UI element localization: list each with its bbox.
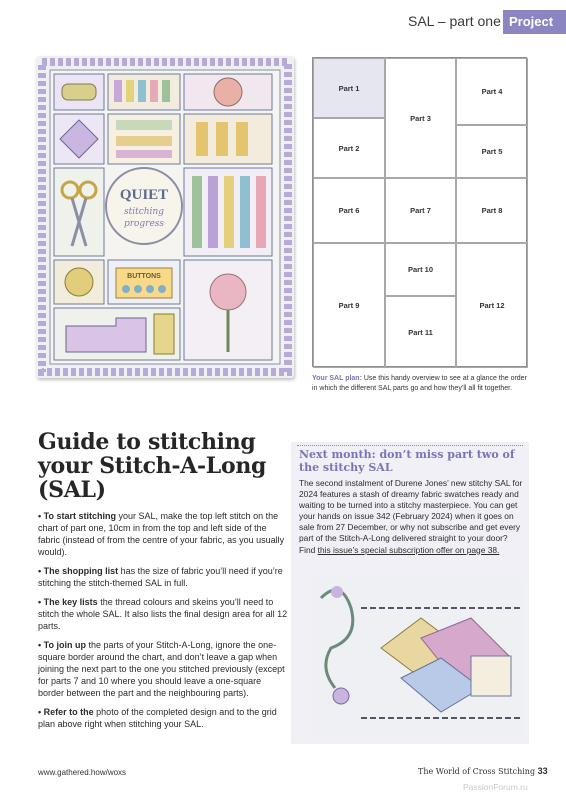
plan-part-1: Part 1 [313, 58, 385, 118]
guide-item-text: photo of the completed design and to the grid plan above right when stitching your SAL. [38, 707, 277, 729]
guide-item [38, 510, 288, 558]
ruler-motif [154, 314, 174, 354]
stitching-text: stitching [123, 207, 165, 217]
guide-item-text: your SAL, make the top left stitch on the chart of part one, 10cm in from the top and left side of the fabric (instead of from the centre of your fabric, as you usually would). [38, 511, 285, 557]
spool-shelf [116, 120, 172, 130]
guide-item-keyword: • To start stitching [38, 511, 116, 521]
thread-spool [150, 80, 158, 102]
rose-motif [210, 274, 246, 310]
thread-spool [138, 80, 146, 102]
plan-part-10: Part 10 [385, 243, 456, 296]
panel-divider [297, 445, 523, 446]
plan-part-2: Part 2 [313, 118, 385, 178]
button-dot [158, 285, 166, 293]
button-dot [122, 285, 130, 293]
cat-motif [65, 268, 93, 296]
section-title: SAL – part one [408, 13, 501, 29]
guide-item-keyword: • To join up [38, 640, 86, 650]
flower-motif [333, 688, 349, 704]
motif-frame [54, 168, 104, 256]
guide-item-text: the thread colours and skeins you’ll need to stitch the whole SAL. It also lists the final design area for all 12 parts. [38, 597, 288, 631]
plan-part-3: Part 3 [385, 58, 456, 178]
plan-caption [312, 374, 527, 393]
guide-item-text: the parts of your Stitch-A-Long, ignore the one-square border around the chart, and don’t leave a gap when joining the next part to the one you stitched previously (except for parts 7 and 10 where you should leave a one-square border between the part and the neighbouring parts). [38, 640, 285, 698]
thread-spool [126, 80, 134, 102]
thread-spool [114, 80, 122, 102]
guide-item [38, 639, 288, 699]
watermark: PassionForum.ru [463, 782, 528, 792]
pincushion-motif [214, 78, 242, 106]
plan-part-8: Part 8 [456, 178, 528, 243]
section-tag: Project [503, 10, 566, 34]
sampler-illustration [36, 56, 294, 378]
footer-magazine [418, 766, 548, 776]
progress-text: progress [123, 219, 165, 229]
next-month-title: Next month: don’t miss part two of the stitchy SAL [299, 448, 515, 474]
plan-part-12: Part 12 [456, 243, 528, 368]
quiet-text: QUIET [119, 187, 169, 203]
thread-spool [162, 80, 170, 102]
bobbin [196, 122, 208, 156]
thread-skein [208, 176, 218, 248]
spool-shelf [116, 136, 172, 146]
page-number: 33 [537, 766, 548, 776]
part-two-illustration [311, 578, 523, 738]
next-month-body [299, 478, 523, 556]
guide-item-text: has the size of fabric you’ll need if you’re stitching the stitch-themed SAL in full. [38, 566, 283, 588]
guide-item-keyword: • Refer to the [38, 707, 94, 717]
next-month-text: The second instalment of Durene Jones’ new stitchy SAL for 2024 features a stash of dreamy fabric swatches ready and waiting to be turned into a stitchy masterpiece. You can get your hands on issue 342 (February 2024) when it goes on sale from 27 December, or why not subscribe and get every part of the Stitch-A-Long delivered straight to your door? Find [299, 478, 523, 555]
plan-caption-text: Use this handy overview to see at a glance the order in which the different SAL parts go and how they’ll all fit together. [312, 375, 527, 392]
thread-skein [224, 176, 234, 248]
guide-item-keyword: • The shopping list [38, 566, 119, 576]
footer-url[interactable]: www.gathered.how/woxs [38, 768, 127, 777]
fabric-swatch-motif [471, 656, 511, 696]
plan-part-4: Part 4 [456, 58, 528, 125]
plan-part-11: Part 11 [385, 296, 456, 368]
guide-list [38, 510, 288, 737]
plan-caption-lead: Your SAL plan: [312, 375, 362, 382]
plan-part-6: Part 6 [313, 178, 385, 243]
button-dot [146, 285, 154, 293]
plan-part-5: Part 5 [456, 125, 528, 178]
subscription-offer-link[interactable]: this issue’s special subscription offer on page 38. [317, 544, 500, 555]
guide-item [38, 596, 288, 632]
guide-item-keyword: • The key lists [38, 597, 98, 607]
button-dot [134, 285, 142, 293]
thimble-motif [62, 84, 96, 100]
next-month-panel [291, 442, 529, 744]
bobbin [216, 122, 228, 156]
guide-title: Guide to stitching your Stitch-A-Long (SAL) [38, 429, 267, 503]
sal-grid-plan [312, 57, 527, 367]
sampler-photo [36, 56, 294, 378]
bobbin [236, 122, 248, 156]
part-two-preview-photo [311, 578, 523, 738]
thread-skein [256, 176, 266, 248]
spool-shelf [116, 150, 172, 158]
buttons-text: BUTTONS [127, 273, 161, 280]
plan-part-9: Part 9 [313, 243, 385, 368]
thread-skein [240, 176, 250, 248]
thread-skein [192, 176, 202, 248]
magazine-name: The World of Cross Stitching [418, 767, 536, 776]
plan-part-7: Part 7 [385, 178, 456, 243]
guide-item [38, 706, 288, 730]
quiet-medallion [106, 168, 182, 244]
flower-motif [331, 586, 343, 598]
guide-item [38, 565, 288, 589]
